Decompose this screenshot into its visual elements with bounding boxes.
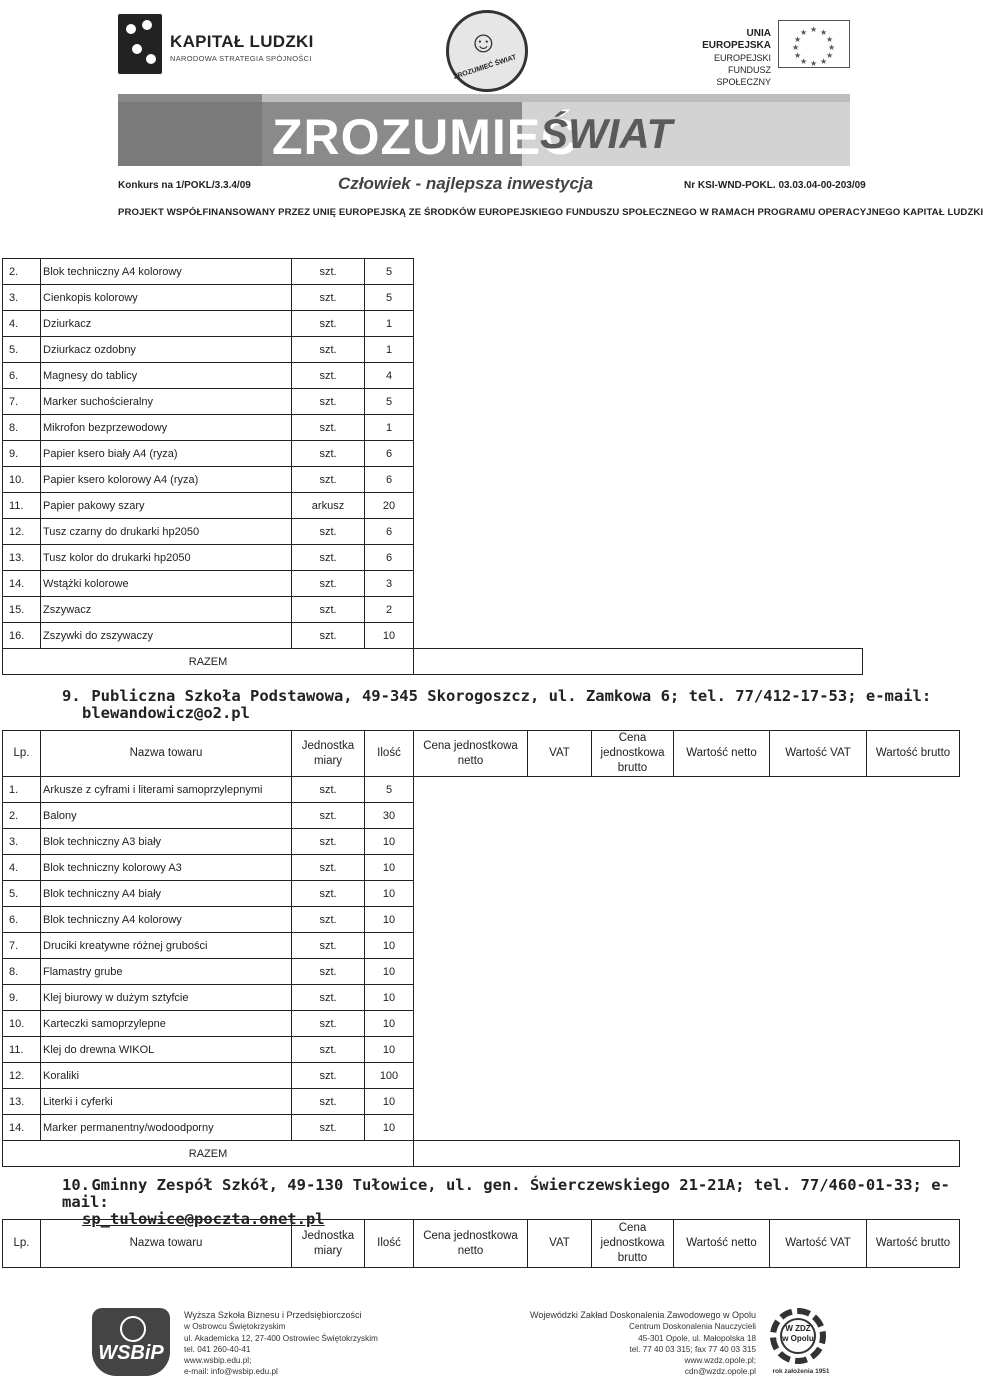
row-number: 11. xyxy=(3,493,41,519)
item-quantity: 10 xyxy=(365,881,414,907)
row-number: 9. xyxy=(3,441,41,467)
column-header-gross-price: Cena jednostkowa brutto xyxy=(592,731,674,777)
empty-cell xyxy=(414,415,863,441)
wzdz-line: Wojewódzki Zakład Doskonalenia Zawodowego w Opolu xyxy=(530,1310,756,1320)
table-row xyxy=(3,285,863,311)
row-number: 8. xyxy=(3,415,41,441)
badge-text: ZROZUMIEĆ ŚWIAT xyxy=(452,54,518,81)
column-header-net-price: Cena jednostkowa netto xyxy=(414,1220,528,1268)
item-name: Blok techniczny A3 biały xyxy=(41,829,292,855)
slogan: Człowiek - najlepsza inwestycja xyxy=(338,174,594,193)
row-number: 11. xyxy=(3,1037,41,1063)
ue-line-1: UNIA EUROPEJSKA xyxy=(702,28,771,51)
column-header-unit: Jednostka miary xyxy=(292,1220,365,1268)
item-name: Zszywacz xyxy=(41,597,292,623)
banner-top-strip xyxy=(262,94,850,102)
row-number: 3. xyxy=(3,829,41,855)
ue-line-3: FUNDUSZ SPOŁECZNY xyxy=(716,65,771,87)
column-header-name: Nazwa towaru xyxy=(41,731,292,777)
item-name: Flamastry grube xyxy=(41,959,292,985)
item-unit: szt. xyxy=(292,933,365,959)
row-number: 6. xyxy=(3,363,41,389)
table-row xyxy=(3,545,863,571)
item-unit: szt. xyxy=(292,777,365,803)
item-unit: szt. xyxy=(292,1063,365,1089)
item-unit: szt. xyxy=(292,363,365,389)
item-name: Klej do drewna WIKOL xyxy=(41,1037,292,1063)
zrozumiec-swiat-badge xyxy=(438,6,532,90)
item-quantity: 4 xyxy=(365,363,414,389)
item-unit: szt. xyxy=(292,829,365,855)
item-name: Mikrofon bezprzewodowy xyxy=(41,415,292,441)
row-number: 12. xyxy=(3,1063,41,1089)
table-row xyxy=(3,1011,960,1037)
column-header-lp: Lp. xyxy=(3,1220,41,1268)
table-row xyxy=(3,933,960,959)
wsbip-address xyxy=(184,1310,378,1378)
empty-cell xyxy=(414,259,863,285)
wzdz-logo-caption: rok założenia 1951 xyxy=(772,1368,830,1375)
item-name: Marker suchościeralny xyxy=(41,389,292,415)
row-number: 2. xyxy=(3,803,41,829)
empty-cell xyxy=(414,597,863,623)
banner-title-2: ŚWIAT xyxy=(540,110,673,157)
empty-cell xyxy=(414,623,863,649)
ue-line-2: EUROPEJSKI xyxy=(713,53,771,63)
wsbip-email-link[interactable]: e-mail: info@wsbip.edu.pl xyxy=(184,1367,278,1377)
empty-cell xyxy=(414,1037,960,1063)
item-name: Dziurkacz ozdobny xyxy=(41,337,292,363)
item-name: Druciki kreatywne różnej grubości xyxy=(41,933,292,959)
empty-cell xyxy=(414,571,863,597)
wzdz-line: tel. 77 40 03 315; fax 77 40 03 315 xyxy=(629,1344,756,1354)
row-number: 8. xyxy=(3,959,41,985)
item-unit: szt. xyxy=(292,855,365,881)
item-unit: szt. xyxy=(292,1011,365,1037)
row-number: 14. xyxy=(3,571,41,597)
item-quantity: 5 xyxy=(365,259,414,285)
item-quantity: 6 xyxy=(365,519,414,545)
column-header-vat-value: Wartość VAT xyxy=(770,731,867,777)
item-unit: szt. xyxy=(292,959,365,985)
items-table-9 xyxy=(2,730,960,1167)
empty-cell xyxy=(414,493,863,519)
empty-cell xyxy=(414,363,863,389)
empty-cell xyxy=(414,1011,960,1037)
item-quantity: 20 xyxy=(365,493,414,519)
empty-cell xyxy=(414,1089,960,1115)
empty-cell xyxy=(414,907,960,933)
empty-cell xyxy=(414,829,960,855)
table-row xyxy=(3,1115,960,1141)
globe-icon: ☺ xyxy=(468,26,499,59)
table-row xyxy=(3,881,960,907)
wsbip-line: w Ostrowcu Świętokrzyskim xyxy=(184,1322,286,1332)
wsbip-line: Wyższa Szkoła Biznesu i Przedsiębiorczości xyxy=(184,1310,362,1320)
row-number: 13. xyxy=(3,545,41,571)
table-row xyxy=(3,1063,960,1089)
table-row xyxy=(3,777,960,803)
table-header-row xyxy=(3,1220,960,1268)
column-header-net-value: Wartość netto xyxy=(674,731,770,777)
wsbip-line: tel. 041 260-40-41 xyxy=(184,1344,251,1354)
item-unit: arkusz xyxy=(292,493,365,519)
item-unit: szt. xyxy=(292,285,365,311)
item-unit: szt. xyxy=(292,337,365,363)
item-quantity: 5 xyxy=(365,389,414,415)
item-unit: szt. xyxy=(292,311,365,337)
row-number: 10. xyxy=(3,1011,41,1037)
item-name: Dziurkacz xyxy=(41,311,292,337)
row-number: 7. xyxy=(3,389,41,415)
row-number: 5. xyxy=(3,881,41,907)
row-number: 12. xyxy=(3,519,41,545)
empty-cell xyxy=(414,855,960,881)
table-row xyxy=(3,337,863,363)
table-row xyxy=(3,259,863,285)
row-number: 14. xyxy=(3,1115,41,1141)
item-name: Blok techniczny kolorowy A3 xyxy=(41,855,292,881)
item-quantity: 5 xyxy=(365,777,414,803)
row-number: 4. xyxy=(3,855,41,881)
item-unit: szt. xyxy=(292,985,365,1011)
empty-cell xyxy=(414,1115,960,1141)
item-quantity: 10 xyxy=(365,907,414,933)
item-quantity: 10 xyxy=(365,829,414,855)
column-header-name: Nazwa towaru xyxy=(41,1220,292,1268)
table-row xyxy=(3,1089,960,1115)
wzdz-logo-text: W ZDZ w Opolu xyxy=(780,1318,816,1354)
item-name: Blok techniczny A4 kolorowy xyxy=(41,259,292,285)
item-quantity: 1 xyxy=(365,415,414,441)
item-unit: szt. xyxy=(292,519,365,545)
empty-cell xyxy=(414,311,863,337)
wzdz-line: Centrum Doskonalenia Nauczycieli xyxy=(629,1322,756,1332)
row-number: 10. xyxy=(3,467,41,493)
item-name: Wstążki kolorowe xyxy=(41,571,292,597)
empty-cell xyxy=(414,777,960,803)
table-row xyxy=(3,855,960,881)
item-name: Balony xyxy=(41,803,292,829)
empty-cell xyxy=(414,545,863,571)
item-name: Papier ksero biały A4 (ryza) xyxy=(41,441,292,467)
item-quantity: 2 xyxy=(365,597,414,623)
table-row xyxy=(3,389,863,415)
table-row xyxy=(3,441,863,467)
item-unit: szt. xyxy=(292,623,365,649)
empty-cell xyxy=(414,441,863,467)
wzdz-website-link[interactable]: www.wzdz.opole.pl; xyxy=(684,1356,756,1366)
empty-cell xyxy=(414,985,960,1011)
section-9-line-1: Publiczna Szkoła Podstawowa, 49-345 Skorogoszcz, ul. Zamkowa 6; tel. 77/412-17-53; e-mail: xyxy=(91,687,932,705)
total-cell xyxy=(414,1141,960,1167)
row-number: 2. xyxy=(3,259,41,285)
project-number: Nr KSI-WND-POKL. 03.03.04-00-203/09 xyxy=(684,180,866,191)
item-quantity: 10 xyxy=(365,1037,414,1063)
table-row xyxy=(3,519,863,545)
item-unit: szt. xyxy=(292,571,365,597)
column-header-unit: Jednostka miary xyxy=(292,731,365,777)
wsbip-line: ul. Akademicka 12, 27-400 Ostrowiec Świętokrzyskim xyxy=(184,1333,378,1343)
item-unit: szt. xyxy=(292,441,365,467)
table-row xyxy=(3,311,863,337)
column-header-vat: VAT xyxy=(528,731,592,777)
total-label: RAZEM xyxy=(3,1141,414,1167)
section-10-email-link[interactable]: sp_tulowice@poczta.onet.pl xyxy=(82,1210,325,1228)
ue-text-block xyxy=(676,28,771,88)
item-quantity: 10 xyxy=(365,623,414,649)
column-header-gross-price: Cena jednostkowa brutto xyxy=(592,1220,674,1268)
item-unit: szt. xyxy=(292,907,365,933)
item-unit: szt. xyxy=(292,803,365,829)
row-number: 5. xyxy=(3,337,41,363)
items-table-10 xyxy=(2,1219,960,1268)
item-quantity: 1 xyxy=(365,337,414,363)
item-name: Zszywki do zszywaczy xyxy=(41,623,292,649)
banner-title: ZROZUMIEĆ xyxy=(272,109,579,165)
table-row xyxy=(3,803,960,829)
wzdz-email-link[interactable]: cdn@wzdz.opole.pl xyxy=(684,1367,756,1377)
row-number: 6. xyxy=(3,907,41,933)
item-name: Cienkopis kolorowy xyxy=(41,285,292,311)
table-header-row xyxy=(3,731,960,777)
item-name: Magnesy do tablicy xyxy=(41,363,292,389)
total-row xyxy=(3,1141,960,1167)
total-row xyxy=(3,649,863,675)
table-row xyxy=(3,1037,960,1063)
column-header-vat-value: Wartość VAT xyxy=(770,1220,867,1268)
column-header-gross-value: Wartość brutto xyxy=(867,731,960,777)
empty-cell xyxy=(414,519,863,545)
item-quantity: 10 xyxy=(365,959,414,985)
table-row xyxy=(3,623,863,649)
row-number: 1. xyxy=(3,777,41,803)
item-quantity: 10 xyxy=(365,985,414,1011)
table-row xyxy=(3,829,960,855)
column-header-qty: Ilość xyxy=(365,731,414,777)
item-unit: szt. xyxy=(292,1037,365,1063)
kapital-ludzki-logo xyxy=(118,14,318,80)
table-row xyxy=(3,415,863,441)
column-header-net-price: Cena jednostkowa netto xyxy=(414,731,528,777)
project-statement: PROJEKT WSPÓŁFINANSOWANY PRZEZ UNIĘ EUROPEJSKĄ ZE ŚRODKÓW EUROPEJSKIEGO FUNDUSZU SPOŁECZNEGO W RAMACH PROGRAMU OPERACYJNEGO KAPITAŁ LUDZKI xyxy=(118,207,983,218)
item-name: Marker permanentny/wodoodporny xyxy=(41,1115,292,1141)
item-name: Papier ksero kolorowy A4 (ryza) xyxy=(41,467,292,493)
kapital-ludzki-subtitle: NARODOWA STRATEGIA SPÓJNOŚCI xyxy=(170,54,312,63)
empty-cell xyxy=(414,285,863,311)
item-quantity: 30 xyxy=(365,803,414,829)
item-unit: szt. xyxy=(292,389,365,415)
item-quantity: 3 xyxy=(365,571,414,597)
item-unit: szt. xyxy=(292,545,365,571)
wsbip-website-link[interactable]: www.wsbip.edu.pl; xyxy=(184,1356,252,1366)
item-name: Tusz czarny do drukarki hp2050 xyxy=(41,519,292,545)
wzdz-line: 45-301 Opole, ul. Małopolska 18 xyxy=(638,1333,756,1343)
item-name: Tusz kolor do drukarki hp2050 xyxy=(41,545,292,571)
section-10-number: 10. xyxy=(62,1176,90,1194)
item-name: Klej biurowy w dużym sztyfcie xyxy=(41,985,292,1011)
table-row xyxy=(3,363,863,389)
items-table-continued xyxy=(2,258,863,675)
item-quantity: 6 xyxy=(365,467,414,493)
item-quantity: 1 xyxy=(365,311,414,337)
item-quantity: 10 xyxy=(365,1115,414,1141)
kapital-ludzki-emblem-icon xyxy=(118,14,162,74)
wzdz-address xyxy=(520,1310,756,1378)
column-header-lp: Lp. xyxy=(3,731,41,777)
row-number: 16. xyxy=(3,623,41,649)
table-row xyxy=(3,985,960,1011)
item-unit: szt. xyxy=(292,597,365,623)
wsbip-crest-icon xyxy=(120,1316,146,1342)
item-name: Literki i cyferki xyxy=(41,1089,292,1115)
item-name: Blok techniczny A4 kolorowy xyxy=(41,907,292,933)
wsbip-logo xyxy=(92,1308,172,1378)
empty-cell xyxy=(414,337,863,363)
wzdz-logo xyxy=(768,1308,834,1382)
table-row xyxy=(3,959,960,985)
section-9-line-2: blewandowicz@o2.pl xyxy=(82,704,250,722)
item-name: Blok techniczny A4 biały xyxy=(41,881,292,907)
item-name: Karteczki samoprzylepne xyxy=(41,1011,292,1037)
section-9-number: 9. xyxy=(62,687,81,705)
row-number: 15. xyxy=(3,597,41,623)
competition-number: Konkurs na 1/POKL/3.3.4/09 xyxy=(118,180,251,191)
row-number: 13. xyxy=(3,1089,41,1115)
item-quantity: 6 xyxy=(365,441,414,467)
item-unit: szt. xyxy=(292,259,365,285)
item-unit: szt. xyxy=(292,881,365,907)
empty-cell xyxy=(414,803,960,829)
total-cell xyxy=(414,649,863,675)
empty-cell xyxy=(414,1063,960,1089)
row-number: 3. xyxy=(3,285,41,311)
item-quantity: 100 xyxy=(365,1063,414,1089)
kapital-ludzki-title: KAPITAŁ LUDZKI xyxy=(170,32,314,51)
section-10-line-1: Gminny Zespół Szkół, 49-130 Tułowice, ul. gen. Świerczewskiego 21-21A; tel. 77/460-01-33; e-mail: xyxy=(62,1176,950,1211)
row-number: 4. xyxy=(3,311,41,337)
empty-cell xyxy=(414,959,960,985)
item-name: Arkusze z cyframi i literami samoprzylepnymi xyxy=(41,777,292,803)
item-unit: szt. xyxy=(292,1089,365,1115)
item-unit: szt. xyxy=(292,1115,365,1141)
empty-cell xyxy=(414,881,960,907)
column-header-gross-value: Wartość brutto xyxy=(867,1220,960,1268)
empty-cell xyxy=(414,389,863,415)
table-row xyxy=(3,907,960,933)
column-header-vat: VAT xyxy=(528,1220,592,1268)
item-quantity: 10 xyxy=(365,1089,414,1115)
table-row xyxy=(3,493,863,519)
table-row xyxy=(3,467,863,493)
item-unit: szt. xyxy=(292,415,365,441)
item-quantity: 5 xyxy=(365,285,414,311)
banner-left-block xyxy=(118,102,262,166)
row-number: 9. xyxy=(3,985,41,1011)
item-quantity: 10 xyxy=(365,855,414,881)
item-quantity: 6 xyxy=(365,545,414,571)
column-header-qty: Ilość xyxy=(365,1220,414,1268)
item-name: Papier pakowy szary xyxy=(41,493,292,519)
item-name: Koraliki xyxy=(41,1063,292,1089)
row-number: 7. xyxy=(3,933,41,959)
item-quantity: 10 xyxy=(365,933,414,959)
table-row xyxy=(3,597,863,623)
table-row xyxy=(3,571,863,597)
eu-flag-icon: ★ ★ ★ ★ ★ ★ ★ ★ ★ ★ ★ ★ xyxy=(778,20,850,68)
wsbip-logo-text: WSBiP xyxy=(98,1342,164,1364)
item-quantity: 10 xyxy=(365,1011,414,1037)
empty-cell xyxy=(414,933,960,959)
item-unit: szt. xyxy=(292,467,365,493)
total-label: RAZEM xyxy=(3,649,414,675)
column-header-net-value: Wartość netto xyxy=(674,1220,770,1268)
section-9-title xyxy=(62,688,931,722)
empty-cell xyxy=(414,467,863,493)
